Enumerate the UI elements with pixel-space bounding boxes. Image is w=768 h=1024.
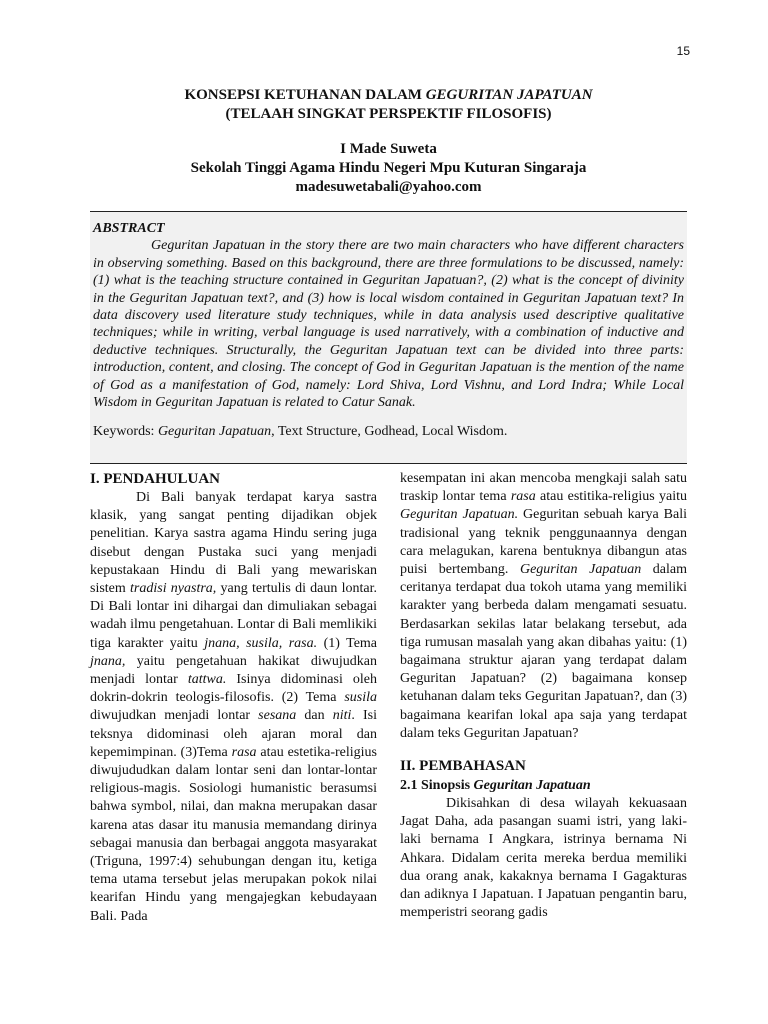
intro-paragraph-continued: kesempatan ini akan mencoba mengkaji salah satu traskip lontar tema rasa atau estitika-religius yaitu Geguritan Japatuan. Geguritan sebuah karya Bali tradisional yang teknik penggunaannya dengan cara melagukan, karena bentuknya dibangun atas puisi bertembang. Geguritan Japatuan dalam ceritanya terdapat dua tokoh utama yang memiliki karakter yang berbeda dalam mengamati sesuatu. Berdasarkan sekilas latar belakang tersebut, ada tiga rumusan masalah yang akan dibahas yaitu: (1) bagaimana struktur ajaran yang terdapat dalam Geguritan Japatuan? (2) bagaimana konsep ketuhanan dalam teks Geguritan Japatuan?, dan (3) bagaimana kearifan lokal apa saja yang terdapat dalam teks Geguritan Japatuan? — [400, 471, 688, 741]
abstract-text: Geguritan Japatuan in the story there are two main characters who have different characters in observing something. Based on this background, there are three formulations to be discussed, namely: (1) what is the teaching structure contained in Geguritan Japatuan?, (2) what is the concept of divinity in the Geguritan Japatuan text?, and (3) how is local wisdom contained in Geguritan Japatuan text? In data discovery used literature study techniques, while in data analysis used descriptive qualitative techniques; while in writing, verbal language is used narratively, with a combination of inductive and deductive techniques. Structurally, the Geguritan Japatuan text can be divided into three parts: introduction, content, and closing. The concept of God in Geguritan Japatuan is the mention of the name of God as a manifestation of God, namely: Lord Shiva, Lord Vishnu, and Lord Indra; While Local Wisdom in Geguritan Japatuan is related to Catur Sanak. — [93, 238, 684, 411]
keywords: Keywords: Geguritan Japatuan, Text Structure, Godhead, Local Wisdom. — [93, 424, 508, 440]
author-name: I Made Suweta — [340, 141, 437, 157]
paper-title-line-2: (TELAAH SINGKAT PERSPEKTIF FILOSOFIS) — [225, 106, 552, 122]
right-column — [400, 470, 687, 922]
author-email: madesuwetabali@yahoo.com — [295, 179, 482, 195]
intro-paragraph: Di Bali banyak terdapat karya sastra klasik, yang sangat penting dijadikan objek penelitian. Karya sastra agama Hindu sering juga disebut dengan Pustaka suci yang menjadi kepustakaan Hindu di Bali yang mewariskan sistem tradisi nyastra, yang tertulis di daun lontar. Di Bali lontar ini dihargai dan dimuliakan sebagai wadah ilmu pengetahuan. Lontar di Bali memlikiki tiga karakter yaitu jnana, susila, rasa. (1) Tema jnana, yaitu pengetahuan hakikat diwujudkan menjadi lontar tattwa. Isinya didominasi oleh dokrin-dokrin teologis-filosofis. (2) Tema susila diwujudkan menjadi lontar sesana dan niti. Isi teksnya didominasi oleh ajaran moral dan kepemimpinan. (3)Tema rasa atau estetika-religius diwujududkan dalam lontar seni dan lontar-lontar religious-magis. Sosiologi humanistic berasumsi bahwa symbol, nilai, dan makna merupakan dasar karena atas dasar itu manusia memandang dirinya sebagai manusia dan berbagai anggota masyarakat (Triguna, 1997:4) sehubungan dengan itu, ketiga tema utama tersebut jelas merupakan pokok nilai kearifan Hindu yang mengajegkan kebudayaan Bali. Pada — [90, 490, 378, 924]
abstract-box — [90, 211, 687, 464]
paper-header — [90, 86, 687, 197]
section-heading-pendahuluan: I. PENDAHULUAN — [90, 471, 221, 487]
page-number: 15 — [676, 44, 690, 58]
section-heading-pembahasan: II. PEMBAHASAN — [400, 758, 526, 775]
subsection-heading-sinopsis: 2.1 Sinopsis Geguritan Japatuan — [400, 778, 591, 794]
author-affiliation: Sekolah Tinggi Agama Hindu Negeri Mpu Kuturan Singaraja — [190, 160, 587, 176]
abstract-heading: ABSTRACT — [93, 221, 165, 236]
left-column — [90, 470, 377, 926]
paper-title-line-1: KONSEPSI KETUHANAN DALAM GEGURITAN JAPATUAN — [184, 87, 593, 103]
synopsis-paragraph: Dikisahkan di desa wilayah kekuasaan Jagat Daha, ada pasangan suami istri, yang laki-laki bernama I Angkara, istrinya bernama Ni Ahkara. Didalam cerita mereka berdua memiliki dua orang anak, kakaknya bernama I Gagakturas dan adiknya I Japatuan. I Japatuan pengantin baru, memperistri seorang gadis — [400, 796, 687, 921]
